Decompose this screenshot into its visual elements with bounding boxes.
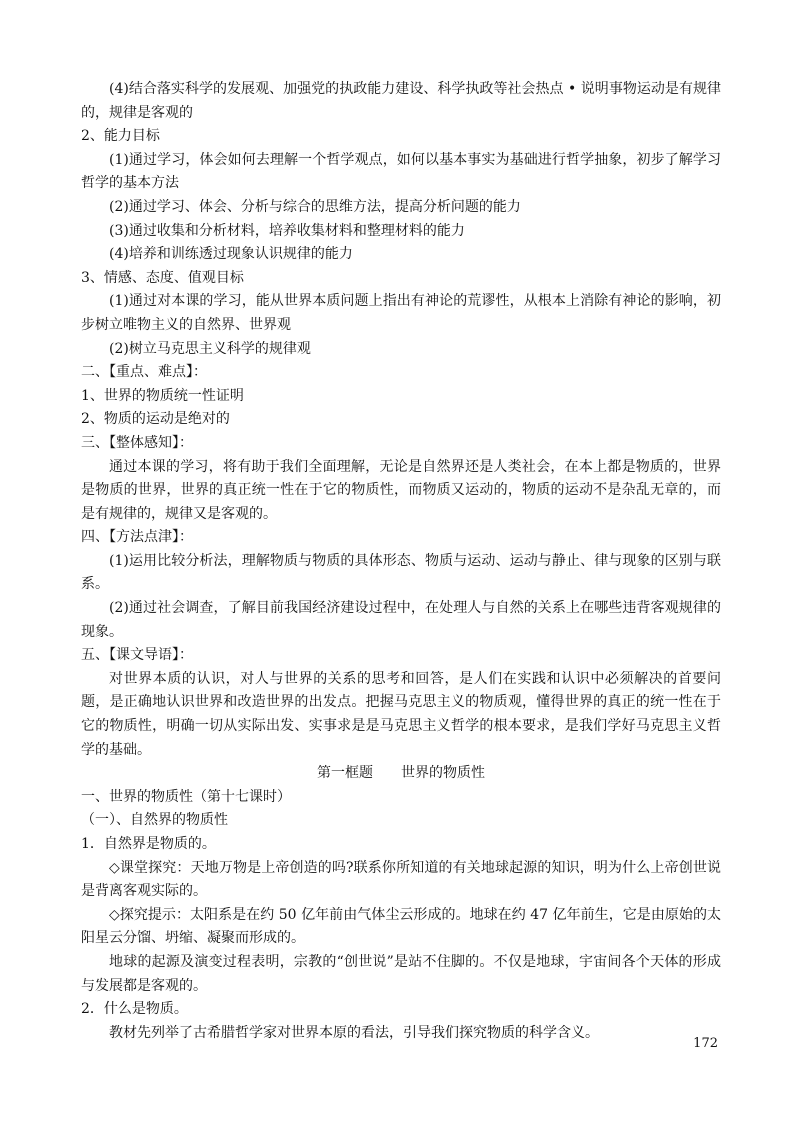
paragraph: (2)通过社会调查，了解目前我国经济建设过程中，在处理人与自然的关系上在哪些违背客观规律的现象。 xyxy=(81,600,721,640)
paragraph: (1)通过学习，体会如何去理解一个哲学观点，如何以基本事实为基础进行哲学抽象，初步了解学习哲学的基本方法 xyxy=(81,151,721,192)
paragraph: (1)通过对本课的学习，能从世界本质问题上指出有神论的荒谬性，从根本上消除有神论的影响，初步树立唯物主义的自然界、世界观 xyxy=(81,293,721,333)
paragraph: 五、【课文导语】： xyxy=(81,647,193,664)
paragraph: (3)通过收集和分析材料，培养收集材料和整理材料的能力 xyxy=(109,222,465,239)
paragraph: ◇探究提示：太阳系是在约 50 亿年前由气体尘云形成的。地球在约 47 亿年前生，它是由原始的太阳星云分馏、坍缩、凝聚而形成的。 xyxy=(81,906,721,947)
paragraph: 3、情感、态度、值观目标 xyxy=(81,269,244,286)
paragraph: 通过本课的学习，将有助于我们全面理解，无论是自然界还是人类社会，在本上都是物质的，世界是物质的世界，世界的真正统一性在于它的物质性，而物质又运动的，物质的运动不是杂乱无章的，而是有规律的，规律又是客观的。 xyxy=(81,458,721,522)
document-body xyxy=(81,78,721,1045)
paragraph: ◇课堂探究：天地万物是上帝创造的吗?联系你所知道的有关地球起源的知识，明为什么上帝创世说是背离客观实际的。 xyxy=(81,859,721,900)
paragraph: 四、【方法点津】： xyxy=(81,529,193,546)
paragraph: (2)通过学习、体会、分析与综合的思维方法，提高分析问题的能力 xyxy=(109,198,521,215)
paragraph: 教材先列举了古希腊哲学家对世界本原的看法，引导我们探究物质的科学含义。 xyxy=(109,1024,599,1041)
paragraph: 一、世界的物质性（第十七课时） xyxy=(81,788,291,805)
paragraph: 1．自然界是物质的。 xyxy=(81,836,216,852)
paragraph: （一）、自然界的物质性 xyxy=(81,812,228,829)
paragraph: 1、世界的物质统一性证明 xyxy=(81,387,244,404)
paragraph: 2、能力目标 xyxy=(81,128,160,145)
page-number: 172 xyxy=(693,1036,718,1051)
paragraph: 二、【重点、难点】： xyxy=(81,364,207,381)
paragraph: 2．什么是物质。 xyxy=(81,1001,188,1018)
paragraph: 地球的起源及演变过程表明，宗教的“创世说”是站不住脚的。不仅是地球，宇宙间各个天体的形成与发展都是客观的。 xyxy=(81,953,721,994)
paragraph: 2、物质的运动是绝对的 xyxy=(81,411,230,428)
paragraph: 第一框题 世界的物质性 xyxy=(317,765,485,782)
paragraph: (4)结合落实科学的发展观、加强党的执政能力建设、科学执政等社会热点 • 说明事物运动是有规律的，规律是客观的 xyxy=(81,81,721,121)
paragraph: (2)树立马克思主义科学的规律观 xyxy=(109,340,311,357)
paragraph: (4)培养和训练透过现象认识规律的能力 xyxy=(109,246,353,263)
paragraph: 三、【整体感知】： xyxy=(81,434,193,451)
paragraph: 对世界本质的认识，对人与世界的关系的思考和回答，是人们在实践和认识中必须解决的首要问题，是正确地认识世界和改造世界的出发点。把握马克思主义的物质观，懂得世界的真正的统一性在于它的物质性，明确一切从实际出发、实事求是是马克思主义哲学的根本要求，是我们学好马克思主义哲学的基础。 xyxy=(81,670,721,758)
paragraph: (1)运用比较分析法，理解物质与物质的具体形态、物质与运动、运动与静止、律与现象的区别与联系。 xyxy=(81,552,721,593)
